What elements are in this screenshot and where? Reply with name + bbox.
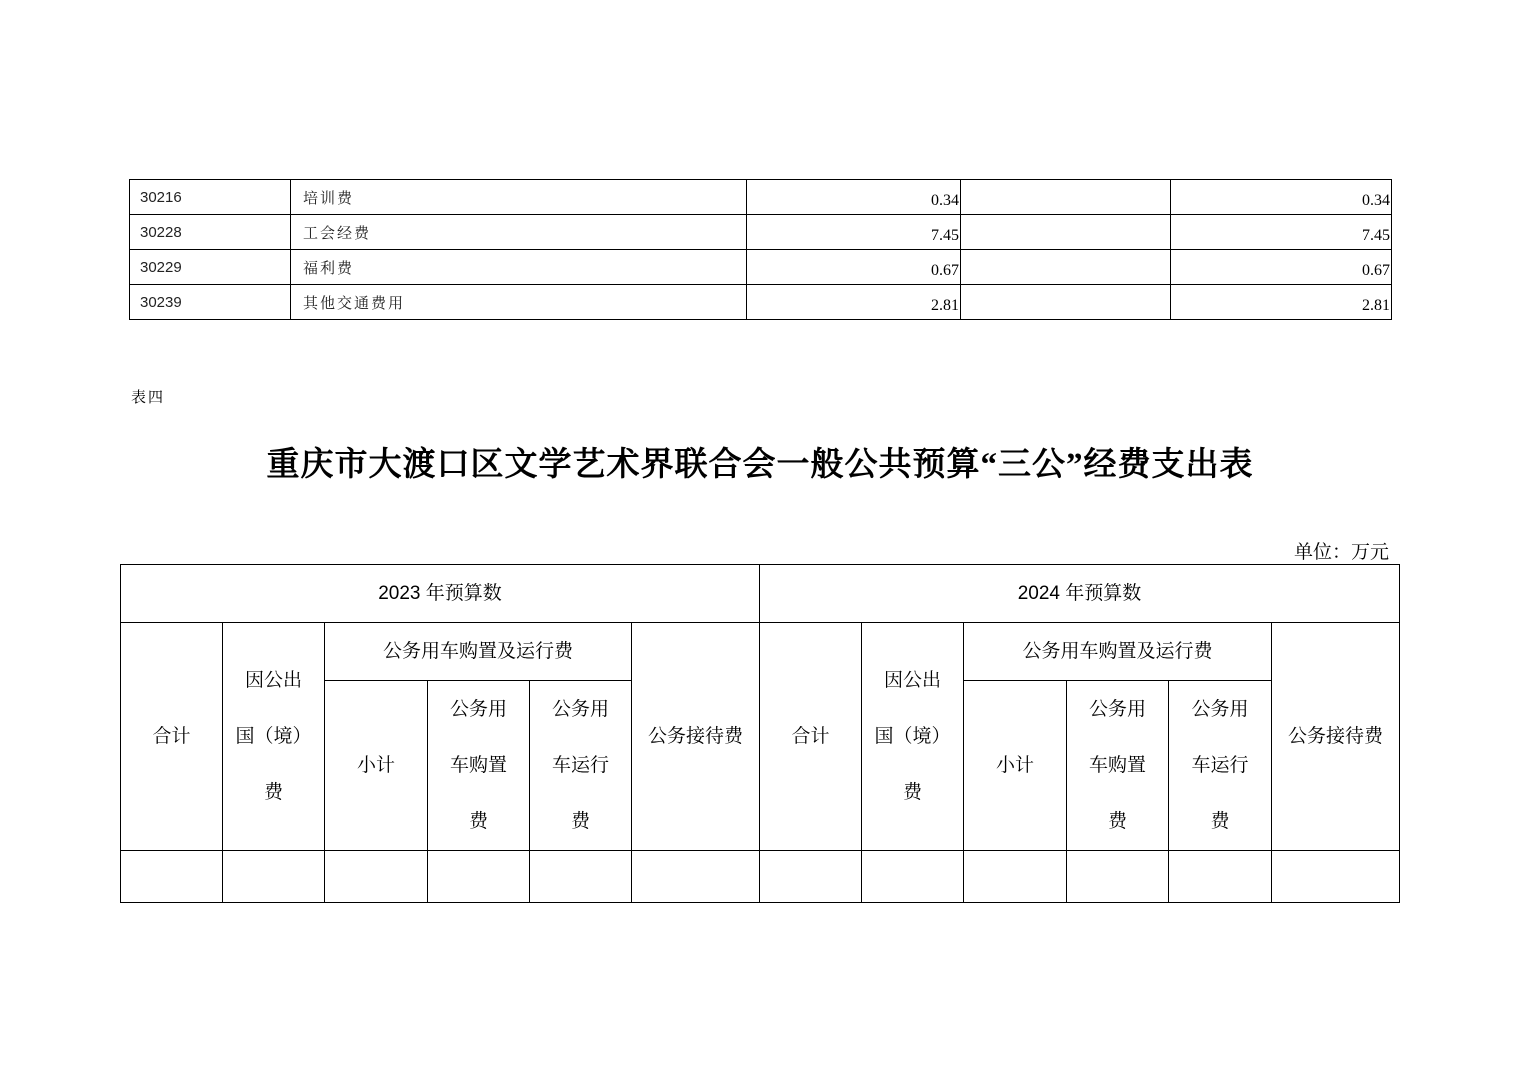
vehicle-operation-header xyxy=(530,681,632,851)
amount-cell: 0.67 xyxy=(747,250,961,285)
year-2023-header: 2023 年预算数 xyxy=(121,565,760,623)
table-row xyxy=(130,285,1392,320)
abroad-expense-header xyxy=(862,623,964,851)
section-label: 表四 xyxy=(131,390,166,406)
table-row xyxy=(130,215,1392,250)
header-line: 费 xyxy=(1107,810,1127,832)
total-header: 合计 xyxy=(121,623,223,851)
vehicle-group-header: 公务用车购置及运行费 xyxy=(325,623,632,681)
total-header: 合计 xyxy=(760,623,862,851)
header-line: 因公出 xyxy=(244,669,302,691)
column-header-row xyxy=(121,623,1400,681)
header-line: 费 xyxy=(1210,810,1230,832)
data-cell xyxy=(428,851,530,903)
vehicle-operation-header xyxy=(1169,681,1272,851)
header-line: 车购置 xyxy=(1088,754,1146,776)
header-line: 因公出 xyxy=(883,669,941,691)
amount-cell xyxy=(961,180,1171,215)
header-line: 公务用 xyxy=(449,698,507,720)
header-line: 费 xyxy=(570,810,590,832)
amount-cell xyxy=(961,250,1171,285)
data-cell xyxy=(964,851,1067,903)
header-line: 费 xyxy=(468,810,488,832)
amount-cell: 0.34 xyxy=(747,180,961,215)
data-cell xyxy=(1272,851,1400,903)
vehicle-purchase-header xyxy=(428,681,530,851)
amount-cell xyxy=(961,215,1171,250)
header-line: 公务用 xyxy=(551,698,609,720)
amount-cell: 2.81 xyxy=(1171,285,1392,320)
data-cell xyxy=(1067,851,1169,903)
data-cell xyxy=(223,851,325,903)
unit-label: 单位：万元 xyxy=(1293,542,1389,563)
economic-code: 30216 xyxy=(130,180,291,215)
amount-cell: 7.45 xyxy=(1171,215,1392,250)
year-header-row xyxy=(121,565,1400,623)
data-cell xyxy=(530,851,632,903)
economic-code: 30229 xyxy=(130,250,291,285)
data-cell xyxy=(862,851,964,903)
economic-code: 30239 xyxy=(130,285,291,320)
amount-cell xyxy=(961,285,1171,320)
table-row xyxy=(130,250,1392,285)
amount-cell: 2.81 xyxy=(747,285,961,320)
amount-cell: 0.34 xyxy=(1171,180,1392,215)
item-name: 其他交通费用 xyxy=(291,285,747,320)
item-name: 工会经费 xyxy=(291,215,747,250)
abroad-expense-header xyxy=(223,623,325,851)
data-cell xyxy=(325,851,428,903)
item-name: 福利费 xyxy=(291,250,747,285)
reception-header: 公务接待费 xyxy=(632,623,760,851)
header-line: 费 xyxy=(263,781,283,803)
item-name: 培训费 xyxy=(291,180,747,215)
header-line: 公务用 xyxy=(1088,698,1146,720)
header-line: 国（境） xyxy=(874,725,951,747)
amount-cell: 0.67 xyxy=(1171,250,1392,285)
table-row xyxy=(130,180,1392,215)
economic-code: 30228 xyxy=(130,215,291,250)
header-line: 费 xyxy=(902,781,922,803)
three-public-expenses-table xyxy=(120,564,1400,903)
data-cell xyxy=(632,851,760,903)
data-row xyxy=(121,851,1400,903)
header-line: 国（境） xyxy=(235,725,312,747)
header-line: 车运行 xyxy=(1191,754,1249,776)
page-title: 重庆市大渡口区文学艺术界联合会一般公共预算“三公”经费支出表 xyxy=(266,447,1254,483)
reception-header: 公务接待费 xyxy=(1272,623,1400,851)
subtotal-header: 小计 xyxy=(964,681,1067,851)
data-cell xyxy=(760,851,862,903)
data-cell xyxy=(121,851,223,903)
header-line: 公务用 xyxy=(1191,698,1249,720)
header-line: 车运行 xyxy=(551,754,609,776)
data-cell xyxy=(1169,851,1272,903)
year-2024-header: 2024 年预算数 xyxy=(760,565,1400,623)
expense-detail-table xyxy=(129,179,1392,320)
vehicle-purchase-header xyxy=(1067,681,1169,851)
header-line: 车购置 xyxy=(449,754,507,776)
vehicle-group-header: 公务用车购置及运行费 xyxy=(964,623,1272,681)
amount-cell: 7.45 xyxy=(747,215,961,250)
subtotal-header: 小计 xyxy=(325,681,428,851)
